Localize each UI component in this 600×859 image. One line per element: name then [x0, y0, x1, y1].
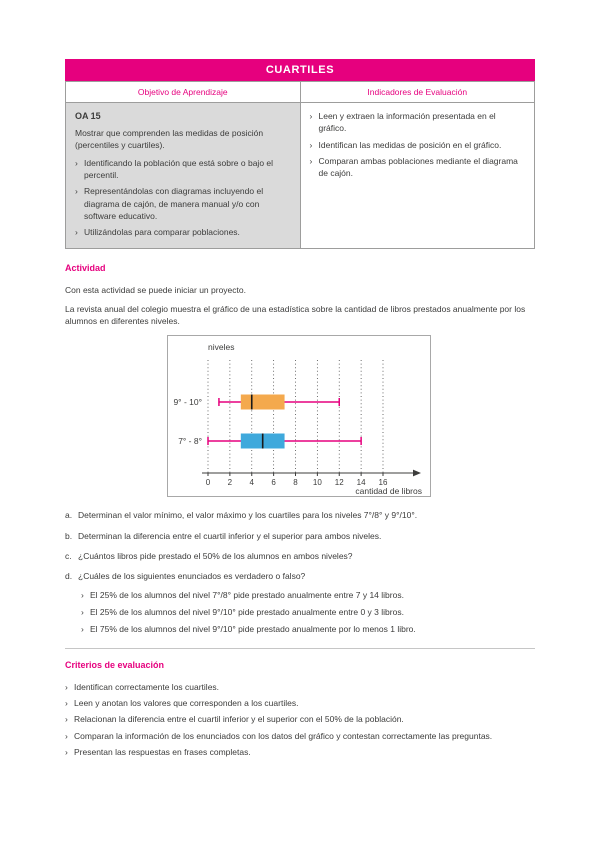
objective-indicator-table — [65, 81, 535, 249]
worksheet — [65, 59, 535, 758]
criteria-item: › Relacionan la diferencia entre el cuartil inferior y el superior con el 50% de la población. — [65, 713, 535, 725]
question-text: ¿Cuántos libros pide prestado el 50% de los alumnos en ambos niveles? — [78, 551, 353, 562]
criteria-list — [65, 681, 535, 759]
svg-text:7° - 8°: 7° - 8° — [178, 436, 202, 447]
activity-description: La revista anual del colegio muestra el gráfico de una estadística sobre la cantidad de libros prestados anualmente por los alumnos en diferentes niveles. — [65, 303, 526, 327]
question-label: a. — [65, 510, 73, 521]
indicator-item: › Identifican las medidas de posición en el gráfico. — [310, 139, 526, 151]
svg-text:4: 4 — [249, 478, 254, 488]
indicators-cell — [300, 103, 535, 249]
svg-text:niveles: niveles — [208, 342, 235, 353]
question-c — [65, 550, 535, 562]
svg-text:10: 10 — [312, 478, 322, 488]
criteria-item: › Leen y anotan los valores que corresponden a los cuartiles. — [65, 697, 535, 709]
oa-item: › Identificando la población que está sobre o bajo el percentil. — [75, 157, 291, 182]
statement-list — [81, 589, 535, 636]
question-a — [65, 509, 535, 521]
activity-intro: Con esta actividad se puede iniciar un proyecto. — [65, 284, 246, 295]
question-label: d. — [65, 571, 73, 582]
objective-cell — [66, 103, 301, 249]
corner-mark — [65, 64, 73, 72]
question-text: ¿Cuáles de los siguientes enunciados es verdadero o falso? — [78, 571, 306, 582]
questions-section — [65, 509, 535, 635]
activity-heading: Actividad — [65, 262, 106, 273]
oa-list — [75, 157, 291, 239]
question-text: Determinan la diferencia entre el cuartil inferior y el superior para ambos niveles. — [78, 530, 382, 541]
criteria-section — [65, 659, 535, 759]
svg-text:14: 14 — [356, 478, 366, 488]
question-label: b. — [65, 530, 73, 541]
oa-item: › Utilizándolas para comparar poblaciones. — [75, 226, 291, 238]
svg-text:9° - 10°: 9° - 10° — [173, 397, 202, 408]
question-label: c. — [65, 551, 72, 562]
svg-text:8: 8 — [293, 478, 298, 488]
indicators-list — [310, 110, 526, 180]
svg-text:0: 0 — [205, 478, 211, 488]
statement-item: › El 75% de los alumnos del nivel 9°/10° pide prestado anualmente por lo menos 1 libro. — [81, 623, 535, 635]
criteria-item: › Presentan las respuestas en frases completas. — [65, 746, 535, 758]
svg-text:12: 12 — [334, 478, 344, 488]
indicator-item: › Comparan ambas poblaciones mediante el diagrama de cajón. — [310, 155, 526, 180]
svg-text:cantidad de libros: cantidad de libros — [355, 486, 422, 497]
indicator-item: › Leen y extraen la información presentada en el gráfico. — [310, 110, 526, 135]
svg-text:2: 2 — [227, 478, 233, 488]
statement-item: › El 25% de los alumnos del nivel 9°/10° pide prestado anualmente entre 0 y 3 libros. — [81, 606, 535, 618]
page-title: CUARTILES — [65, 59, 535, 81]
oa-code: OA 15 — [75, 111, 101, 121]
question-b — [65, 530, 535, 542]
criteria-item: › Comparan la información de los enunciados con los datos del gráfico y contestan correctamente las preguntas. — [65, 730, 535, 742]
boxplot-svg — [168, 336, 430, 496]
question-d — [65, 570, 535, 635]
svg-text:6: 6 — [271, 478, 276, 488]
indicators-column-header: Indicadores de Evaluación — [300, 82, 535, 103]
svg-text:16: 16 — [378, 478, 388, 488]
criteria-heading: Criterios de evaluación — [65, 659, 165, 670]
statement-item: › El 25% de los alumnos del nivel 7°/8° pide prestado anualmente entre 7 y 14 libros. — [81, 589, 535, 601]
question-text: Determinan el valor mínimo, el valor máximo y los cuartiles para los niveles 7°/8° y 9°/10°. — [78, 510, 418, 521]
activity-section — [65, 263, 535, 328]
oa-item: › Representándolas con diagramas incluyendo el diagrama de cajón, de manera manual y/o con software educativo. — [75, 185, 291, 222]
objective-column-header: Objetivo de Aprendizaje — [66, 82, 301, 103]
criteria-item: › Identifican correctamente los cuartiles. — [65, 681, 535, 693]
section-divider — [65, 648, 535, 649]
boxplot-chart — [167, 335, 431, 497]
oa-intro: Mostrar que comprenden las medidas de posición (percentiles y cuartiles). — [75, 128, 264, 151]
